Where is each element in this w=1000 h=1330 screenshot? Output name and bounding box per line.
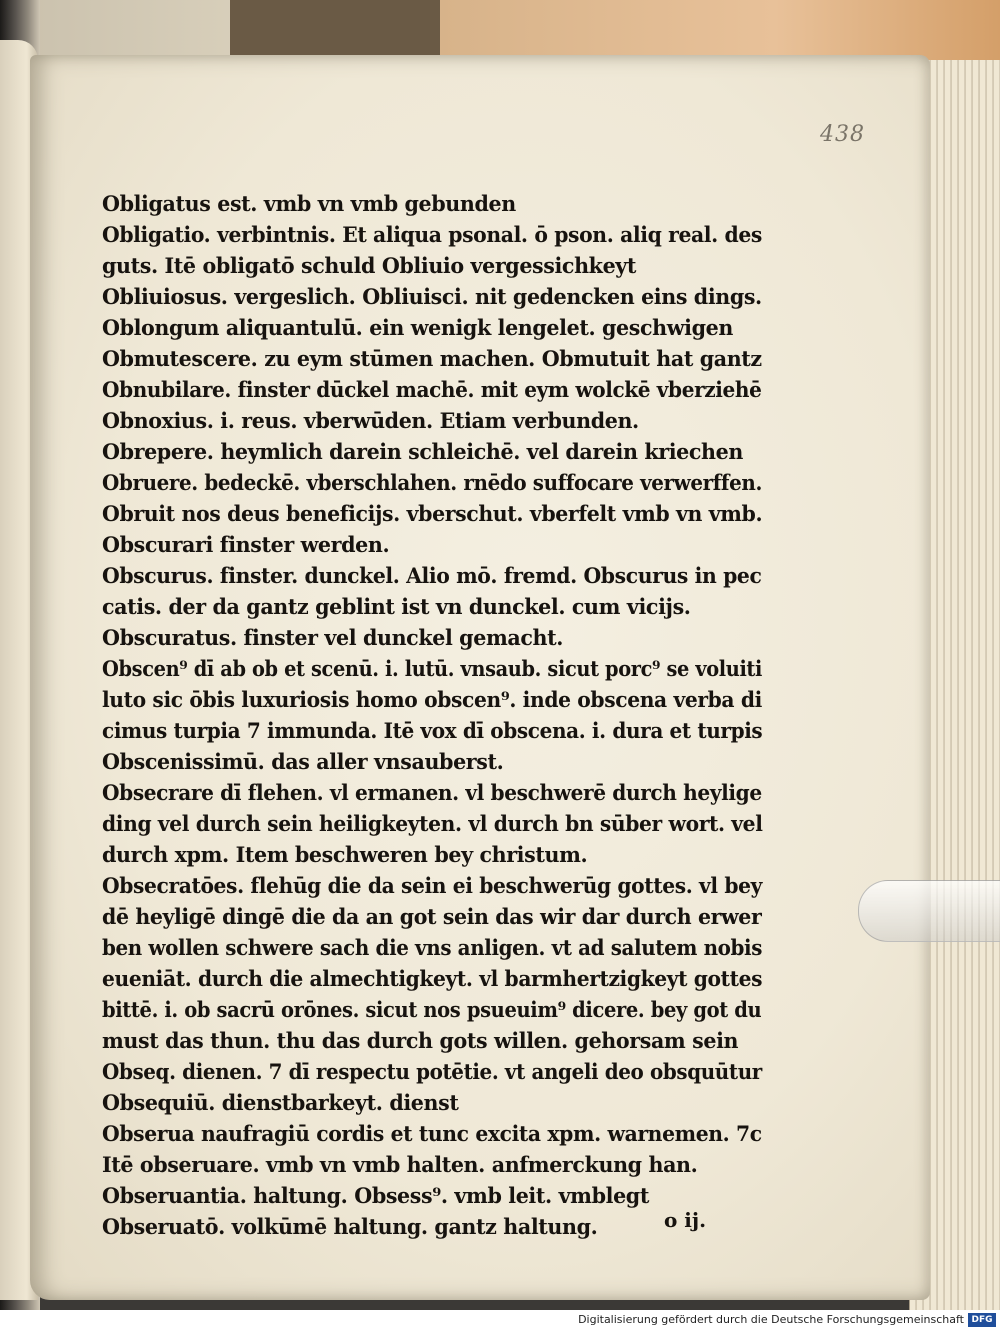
glass-page-clip [858,880,1000,942]
text-line: Obruere. bedeckē. vberschlahen. rnēdo suffocare verwerffen. [102,470,763,495]
text-line: Obnubilare. finster dūckel machē. mit eym wolckē vberziehē [102,377,762,402]
cardboard-edge [440,0,1000,60]
funding-credit: Digitalisierung gefördert durch die Deutsche Forschungsgemeinschaft [578,1313,964,1326]
text-line: durch xpm. Item beschweren bey christum. [102,842,588,867]
text-line: Obruit nos deus beneficijs. vberschut. vberfelt vmb vn vmb. [102,501,763,526]
text-line: Obscurus. finster. dunckel. Alio mō. fremd. Obscurus in pec [102,563,762,588]
text-line: Oblongum aliquantulū. ein wenigk lengelet. geschwigen [102,315,733,340]
text-line: ding vel durch sein heiligkeyten. vl durch bn sūber wort. vel [102,811,763,836]
text-line: Obscen⁹ dī ab ob et scenū. i. lutū. vnsaub. sicut porc⁹ se voluiti [102,656,763,681]
text-line: Obseruantia. haltung. Obsess⁹. vmb leit. vmblegt [102,1183,649,1208]
text-line: guts. Itē obligatō schuld Obliuio vergessichkeyt [102,253,637,278]
text-line: bittē. i. ob sacrū orōnes. sicut nos psueuim⁹ dicere. bey got du [102,997,762,1022]
text-line: catis. der da gantz geblint ist vn dunckel. cum vicijs. [102,594,691,619]
text-line: Obligatus est. vmb vn vmb gebunden [102,191,516,216]
folio-number: 438 [820,122,865,147]
footer-bar [0,1310,1000,1330]
text-line: Obscenissimū. das aller vnsauberst. [102,749,504,774]
signature-mark: o ij. [664,1208,707,1232]
text-line: Itē obseruare. vmb vn vmb halten. anfmerckung han. [102,1152,698,1177]
text-line: Obliuiosus. vergeslich. Obliuisci. nit gedencken eins dings. [102,284,762,309]
text-line: Obligatio. verbintnis. Et aliqua psonal. ō pson. aliq real. des [102,222,763,247]
text-line: Obseq. dienen. 7 dī respectu potētie. vt angeli deo obsquūtur [102,1059,762,1084]
text-line: must das thun. thu das durch gots willen. gehorsam sein [102,1028,739,1053]
text-line: Obnoxius. i. reus. vberwūden. Etiam verbunden. [102,408,639,433]
text-line: cimus turpia 7 immunda. Itē vox dī obscena. i. dura et turpis [102,718,763,743]
text-line: luto sic ōbis luxuriosis homo obscen⁹. inde obscena verba di [102,687,762,712]
text-line: Obscuratus. finster vel dunckel gemacht. [102,625,564,650]
text-line: ben wollen schwere sach die vns anligen. vt ad salutem nobis [102,935,763,960]
text-line: Obscurari finster werden. [102,532,390,557]
binding-strap [230,0,440,55]
page-text [102,188,774,1242]
text-line: dē heyligē dingē die da an got sein das wir dar durch erwer [102,904,762,929]
text-line: Obseruatō. volkūmē haltung. gantz haltung. [102,1214,598,1239]
text-line: Obrepere. heymlich darein schleichē. vel darein kriechen [102,439,743,464]
text-line: Obmutescere. zu eym stūmen machen. Obmutuit hat gantz [102,346,762,371]
text-line: Obsequiū. dienstbarkeyt. dienst [102,1090,459,1115]
text-line: Obsecrare dī flehen. vl ermanen. vl beschwerē durch heylige [102,780,762,805]
text-line: Obserua naufragiū cordis et tunc excita xpm. warnemen. 7c [102,1121,762,1146]
text-line: eueniāt. durch die almechtigkeyt. vl barmhertzigkeyt gottes [102,966,763,991]
dfg-logo: DFG [968,1313,996,1327]
text-line: Obsecratōes. flehūg die da sein ei beschwerūg gottes. vl bey [102,873,763,898]
